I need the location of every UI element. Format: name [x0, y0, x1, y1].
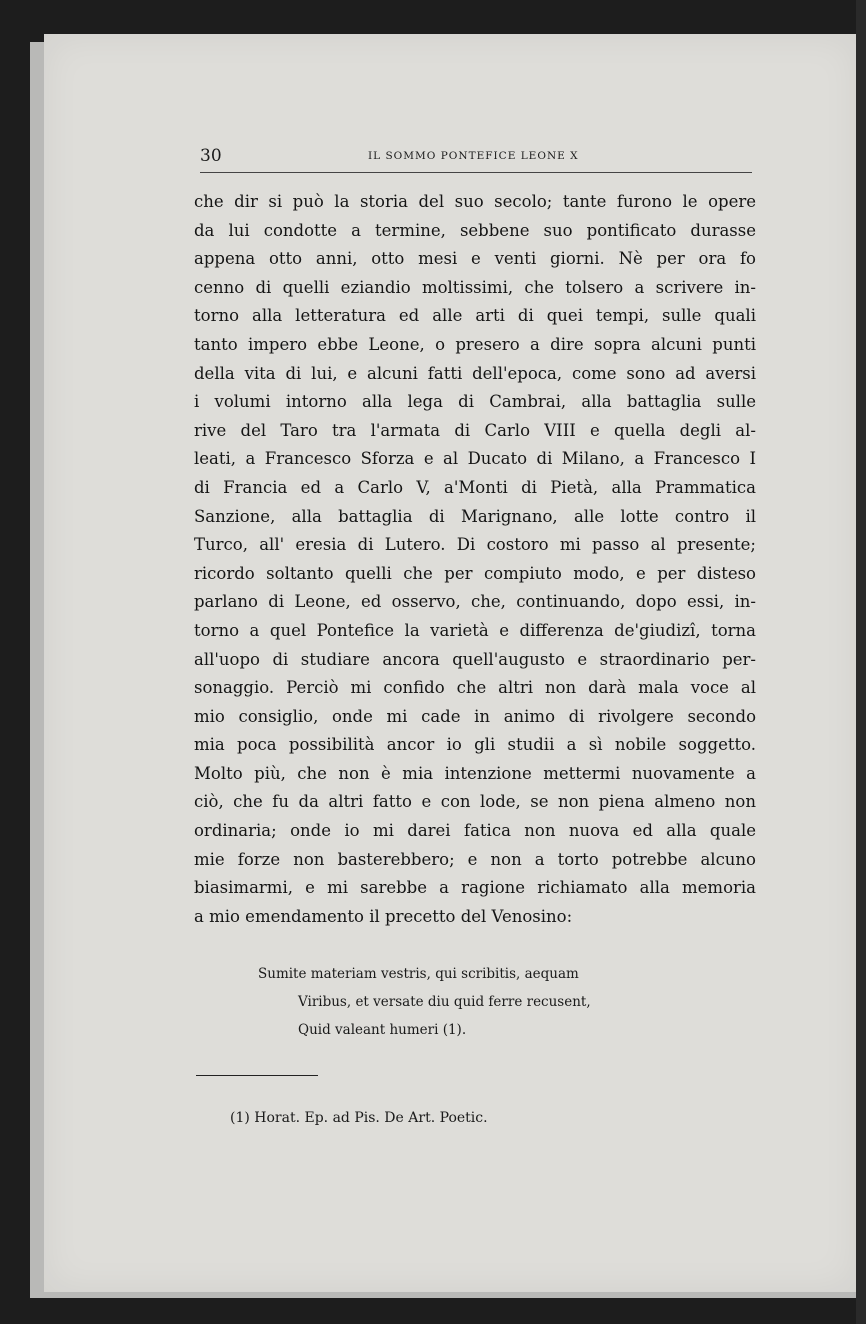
body-text: [194, 188, 756, 931]
body-line: a mio emendamento il precetto del Venosino:: [194, 906, 573, 926]
body-line: Turco, all' eresia di Lutero. Di costoro mi passo al presente;: [194, 535, 756, 555]
body-line: appena otto anni, otto mesi e venti giorni. Nè per ora fo: [194, 249, 756, 269]
quote-line: Sumite materiam vestris, qui scribitis, aequam: [258, 966, 579, 982]
page-header: [200, 146, 752, 166]
body-line: torno a quel Pontefice la varietà e differenza de'giudizî, torna: [194, 620, 756, 640]
quote-line: Quid valeant humeri (1).: [298, 1022, 467, 1038]
latin-quotation: [258, 960, 591, 1044]
body-line: cenno di quelli eziandio moltissimi, che tolsero a scrivere in-: [194, 277, 756, 297]
body-line: mio consiglio, onde mi cade in animo di rivolgere secondo: [194, 706, 756, 726]
body-line: torno alla letteratura ed alle arti di quei tempi, sulle quali: [194, 306, 756, 326]
scan-border: [856, 0, 866, 1324]
quote-line: Viribus, et versate diu quid ferre recusent,: [298, 994, 591, 1010]
header-rule: [200, 172, 752, 173]
body-line: i volumi intorno alla lega di Cambrai, alla battaglia sulle: [194, 392, 756, 412]
body-line: parlano di Leone, ed osservo, che, continuando, dopo essi, in-: [194, 592, 756, 612]
body-line: che dir si può la storia del suo secolo; tante furono le opere: [194, 192, 756, 211]
running-title: IL SOMMO PONTEFICE LEONE X: [368, 150, 579, 162]
body-line: leati, a Francesco Sforza e al Ducato di Milano, a Francesco I: [194, 449, 756, 469]
body-line: rive del Taro tra l'armata di Carlo VIII e quella degli al-: [194, 420, 756, 440]
body-line: ricordo soltanto quelli che per compiuto modo, e per disteso: [194, 563, 756, 583]
body-line: da lui condotte a termine, sebbene suo pontificato durasse: [194, 220, 756, 240]
body-line: mie forze non basterebbero; e non a torto potrebbe alcuno: [194, 849, 756, 869]
footnote: (1) Horat. Ep. ad Pis. De Art. Poetic.: [230, 1110, 488, 1126]
footnote-rule: [196, 1075, 318, 1076]
body-line: tanto impero ebbe Leone, o presero a dire sopra alcuni punti: [194, 334, 756, 354]
body-line: biasimarmi, e mi sarebbe a ragione richiamato alla memoria: [194, 878, 756, 898]
body-line: mia poca possibilità ancor io gli studii a sì nobile soggetto.: [194, 735, 756, 755]
body-line: ciò, che fu da altri fatto e con lode, se non piena almeno non: [194, 792, 756, 812]
body-line: sonaggio. Perciò mi confido che altri non darà mala voce al: [194, 678, 756, 698]
body-line: della vita di lui, e alcuni fatti dell'epoca, come sono ad aversi: [194, 363, 756, 383]
body-line: Molto più, che non è mia intenzione mettermi nuovamente a: [194, 763, 756, 783]
body-line: di Francia ed a Carlo V, a'Monti di Pietà, alla Prammatica: [194, 477, 756, 497]
page-number: 30: [200, 146, 222, 166]
body-line: ordinaria; onde io mi darei fatica non nuova ed alla quale: [194, 821, 756, 841]
body-line: Sanzione, alla battaglia di Marignano, alle lotte contro il: [194, 506, 756, 526]
body-line: all'uopo di studiare ancora quell'augusto e straordinario per-: [194, 649, 756, 669]
